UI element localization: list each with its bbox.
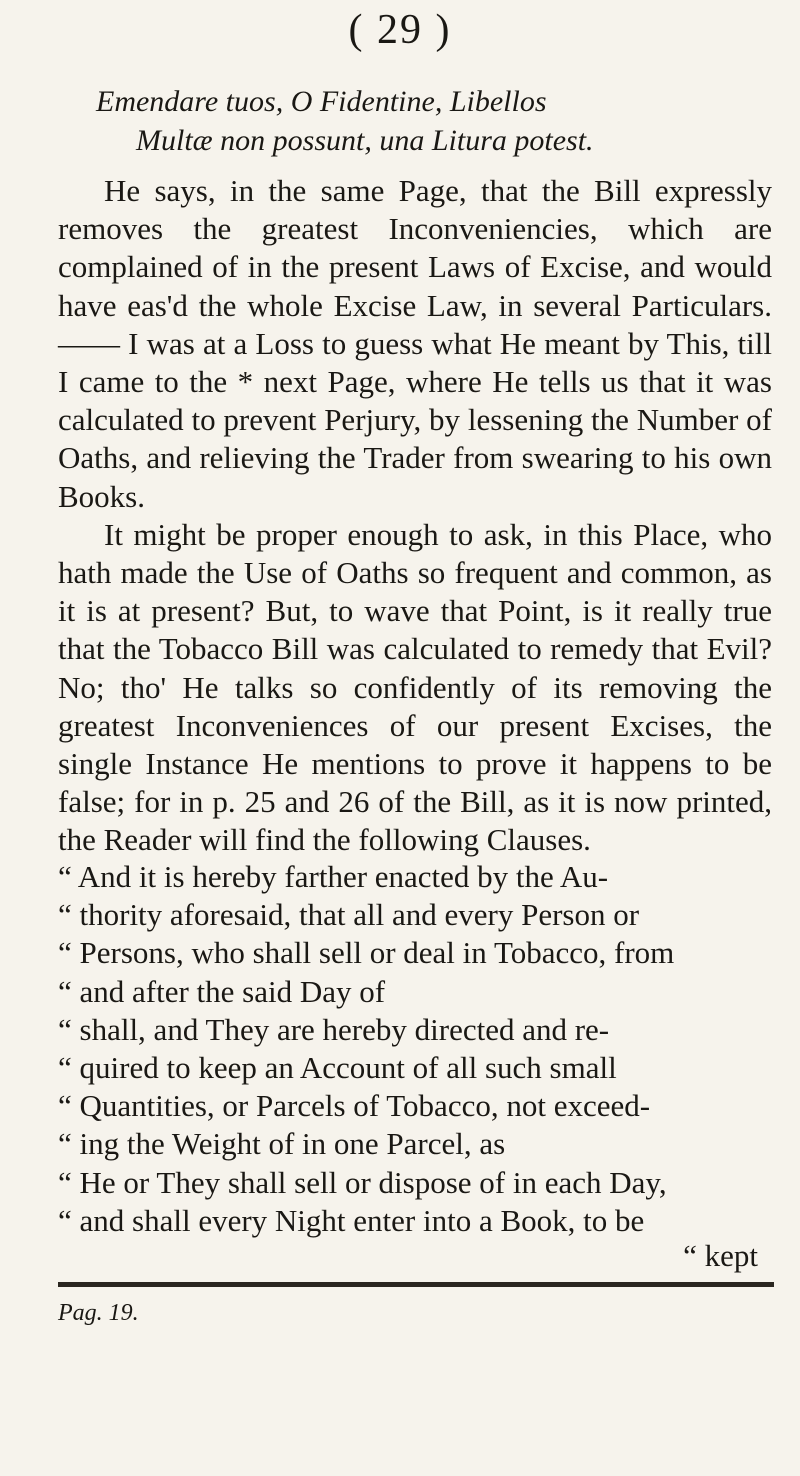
page-number: ( 29 ) [348, 7, 452, 53]
quote-line: “ Persons, who shall sell or deal in Tobacco, from [58, 935, 675, 971]
latin-motto [96, 82, 776, 160]
main-text [58, 172, 772, 860]
quote-line: “ Quantities, or Parcels of Tobacco, not exceed- [58, 1088, 651, 1124]
quote-line: “ shall, and They are hereby directed and re- [58, 1011, 610, 1047]
footnote: Pag. 19. [58, 1300, 139, 1326]
quote-line: “ ing the Weight of in one Parcel, as [58, 1126, 506, 1162]
paragraph-2: It might be proper enough to ask, in this Place, who hath made the Use of Oaths so frequent and common, as it is at present? But, to wave that Point, is it really true that the Tobacco Bill was calculated to remedy that Evil? No; tho' He talks so confidently of its removing the greatest Inconveniences of our present Excises, the single Instance He mentions to prove it happens to be false; for in p. 25 and 26 of the Bill, as it is now printed, the Reader will find the following Clauses. [58, 516, 772, 858]
quote-line: “ thority aforesaid, that all and every Person or [58, 897, 640, 933]
motto-line-2: Multæ non possunt, una Litura potest. [136, 124, 594, 157]
footnote-rule [58, 1282, 774, 1287]
quote-line: “ and shall every Night enter into a Book, to be [58, 1202, 645, 1238]
quote-line: “ And it is hereby farther enacted by the Au- [58, 859, 609, 894]
paragraph-1: He says, in the same Page, that the Bill expressly removes the greatest Inconveniencies, which are complained of in the present Laws of Excise, and would have eas'd the whole Excise Law, in several Particulars. —— I was at a Loss to guess what He meant by This, till I came to the * next Page, where He tells us that it was calculated to prevent Perjury, by lessening the Number of Oaths, and relieving the Trader from swearing to his own Books. [58, 173, 772, 514]
catchword: “ kept [683, 1238, 758, 1273]
quote-line: “ and after the said Day of [58, 973, 386, 1009]
quoted-clauses [58, 858, 772, 1240]
motto-line-1: Emendare tuos, O Fidentine, Libellos [96, 85, 547, 118]
quote-line: “ quired to keep an Account of all such small [58, 1050, 617, 1086]
quote-line: “ He or They shall sell or dispose of in each Day, [58, 1164, 667, 1200]
